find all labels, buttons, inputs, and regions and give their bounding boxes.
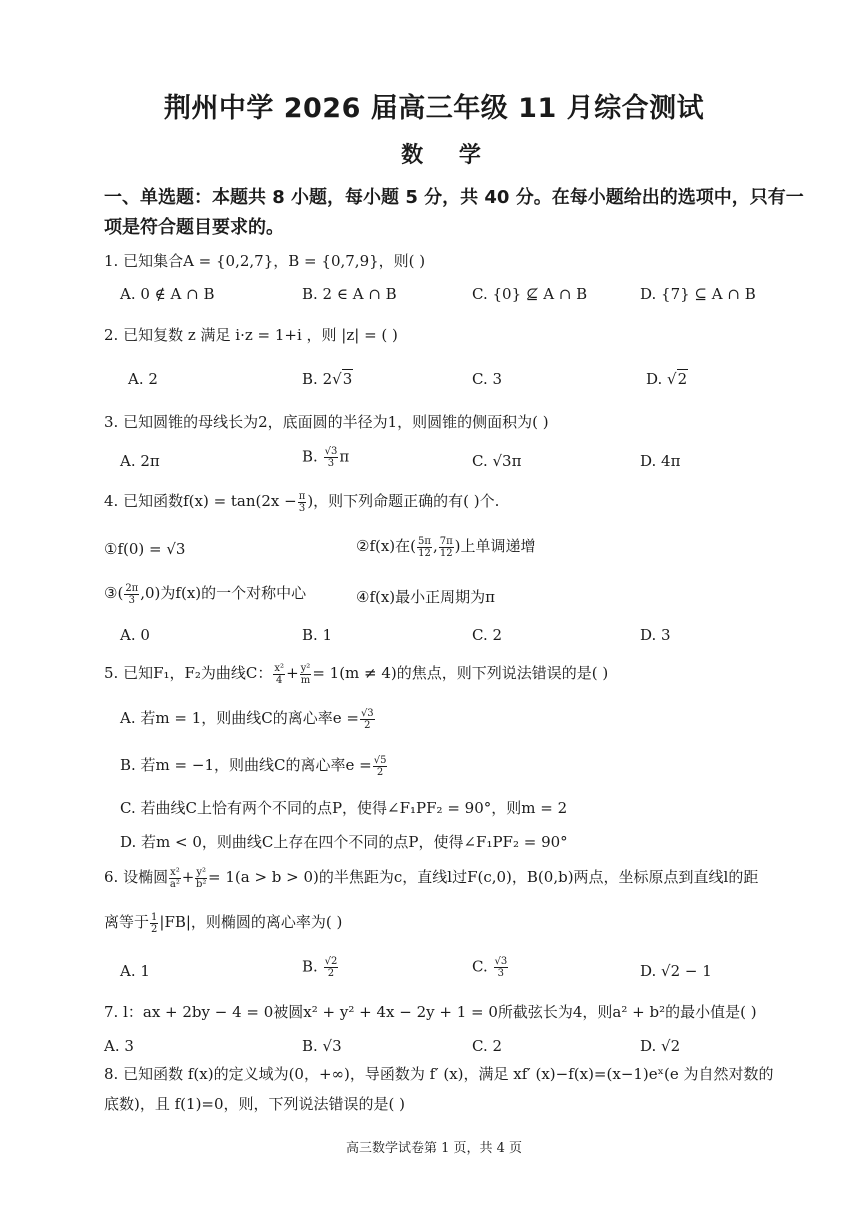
page-footer: 高三数学试卷第 1 页，共 4 页: [345, 1141, 523, 1156]
fraction-numerator: y²: [196, 866, 206, 878]
option-b-label: B.: [302, 447, 318, 466]
prop-prefix: ②f(x)在(: [356, 537, 417, 555]
prop-prefix: ③(: [104, 584, 124, 602]
fraction: [298, 491, 307, 514]
fraction-denominator: m: [300, 674, 311, 686]
stem-suffix: )，则下列命题正确的有( )个.: [307, 492, 500, 510]
stem-suffix: |FB|，则椭圆的离心率为( ): [159, 913, 343, 931]
section-heading-line2: 项是符合题目要求的。: [104, 217, 284, 238]
question-6-option-d: D. √2 − 1: [640, 962, 712, 980]
stem-suffix: = 1(a > b > 0)的半焦距为c，直线l过F(c,0)，B(0,b)两点，坐标原点到直线l的距: [208, 868, 759, 886]
question-4-proposition-4: ④f(x)最小正周期为π: [356, 588, 496, 606]
fraction-denominator: 4: [276, 674, 283, 686]
fraction-denominator: b²: [195, 878, 207, 890]
question-4-option-c: C. 2: [472, 626, 503, 644]
sqrt-sign-icon: √: [667, 370, 677, 388]
fraction-numerator: π: [298, 490, 306, 502]
stem-prefix: 4. 已知函数f(x) = tan(2x −: [104, 492, 297, 510]
fraction-denominator: 12: [418, 547, 431, 559]
option-d-label: D.: [646, 370, 663, 388]
fraction: [124, 583, 139, 606]
plus-sign: +: [181, 868, 195, 886]
fraction-numerator: x²: [274, 662, 285, 674]
question-6-option-b: [302, 956, 339, 979]
fraction-numerator: √3: [324, 446, 338, 457]
prop-suffix: ,0)为f(x)的一个对称中心: [140, 584, 307, 602]
option-c-label: C.: [472, 957, 488, 976]
exam-title: 荆州中学 2026 届高三年级 11 月综合测试: [163, 93, 705, 124]
fraction-numerator: x²: [170, 866, 180, 878]
fraction: [373, 755, 388, 778]
option-text: A. 若m = 1，则曲线C的离心率e =: [120, 709, 359, 727]
question-2-option-a: A. 2: [128, 370, 158, 388]
question-4-proposition-3: [104, 582, 306, 606]
option-b-radicand: 3: [342, 370, 353, 388]
question-3-option-c: C. √3π: [472, 452, 522, 470]
stem-suffix: = 1(m ≠ 4)的焦点，则下列说法错误的是( ): [312, 664, 609, 682]
question-1-stem: 1. 已知集合A = {0,2,7}，B = {0,7,9}，则( ): [104, 252, 426, 270]
fraction-denominator: 3: [327, 458, 335, 469]
question-2-option-d: [646, 370, 688, 388]
fraction-denominator: 3: [497, 968, 505, 979]
fraction-denominator: 12: [439, 547, 453, 559]
question-4-proposition-2: [356, 535, 536, 559]
stem-prefix: 5. 已知F₁，F₂为曲线C：: [104, 664, 273, 682]
question-6-stem: [104, 866, 758, 890]
sqrt-sign-icon: √: [332, 370, 342, 388]
fraction-numerator: 1: [151, 911, 158, 923]
fraction: [324, 446, 339, 469]
fraction: [360, 708, 375, 731]
question-1-option-c: C. {0} ⊈ A ∩ B: [472, 285, 588, 303]
question-5-option-c: C. 若曲线C上恰有两个不同的点P，使得∠F₁PF₂ = 90°，则m = 2: [120, 799, 568, 817]
section-heading-line1: 一、单选题：本题共 8 小题，每小题 5 分，共 40 分。在每小题给出的选项中，只有一: [104, 187, 804, 208]
fraction-numerator: 5π: [418, 535, 431, 547]
fraction-numerator: y²: [300, 662, 311, 674]
fraction: [273, 663, 285, 686]
question-4-option-a: A. 0: [120, 626, 150, 644]
fraction: [150, 912, 158, 935]
question-1-option-d: D. {7} ⊆ A ∩ B: [640, 285, 756, 303]
fraction: [439, 536, 454, 559]
question-3-option-a: A. 2π: [120, 452, 160, 470]
question-3-option-d: D. 4π: [640, 452, 681, 470]
question-4-option-d: D. 3: [640, 626, 671, 644]
fraction-denominator: 2: [327, 968, 335, 979]
option-b-tail: π: [339, 447, 350, 466]
fraction: [169, 867, 181, 890]
question-6-option-a: A. 1: [120, 962, 150, 980]
fraction-numerator: 7π: [439, 535, 453, 547]
question-8-stem-line1: 8. 已知函数 f(x)的定义域为(0，+∞)，导函数为 f′ (x)，满足 xf′ (x)−f(x)=(x−1)eˣ(e 为自然对数的: [104, 1065, 774, 1083]
option-b-coef: 2: [322, 370, 333, 388]
fraction-numerator: √3: [360, 707, 374, 719]
question-6-stem-line2: [104, 911, 342, 935]
fraction-denominator: 2: [376, 766, 384, 778]
question-7-option-a: A. 3: [104, 1037, 134, 1055]
option-b-label: B.: [302, 957, 318, 976]
fraction-denominator: 2: [151, 923, 158, 935]
question-3-option-b: [302, 446, 349, 469]
fraction: [494, 956, 509, 979]
question-5-option-d: D. 若m < 0，则曲线C上存在四个不同的点P，使得∠F₁PF₂ = 90°: [120, 833, 568, 851]
question-8-stem-line2: 底数)，且 f(1)=0，则，下列说法错误的是( ): [104, 1095, 406, 1113]
question-5-stem: [104, 662, 608, 686]
option-d-radicand: 2: [677, 370, 688, 388]
question-7-option-b: B. √3: [302, 1037, 342, 1055]
question-5-option-b: [120, 754, 388, 778]
fraction: [324, 956, 339, 979]
fraction: [195, 867, 207, 890]
question-7-option-c: C. 2: [472, 1037, 503, 1055]
question-1-option-b: B. 2 ∈ A ∩ B: [302, 285, 397, 303]
prop-suffix: )上单调递增: [454, 537, 536, 555]
fraction: [300, 663, 312, 686]
fraction-numerator: √2: [324, 956, 338, 967]
question-2-stem: 2. 已知复数 z 满足 i·z = 1+i ，则 |z| = ( ): [104, 326, 398, 344]
question-1-option-a: A. 0 ∉ A ∩ B: [120, 285, 215, 303]
question-6-option-c: [472, 956, 509, 979]
question-3-stem: 3. 已知圆锥的母线长为2，底面圆的半径为1，则圆锥的侧面积为( ): [104, 413, 549, 431]
fraction-denominator: 3: [128, 594, 135, 606]
subject-title: 数 学: [401, 143, 495, 168]
stem-prefix: 6. 设椭圆: [104, 868, 169, 886]
fraction-numerator: √3: [494, 956, 508, 967]
question-2-option-b: [302, 370, 353, 388]
option-text: B. 若m = −1，则曲线C的离心率e =: [120, 756, 372, 774]
question-7-option-d: D. √2: [640, 1037, 681, 1055]
fraction-numerator: √5: [373, 754, 387, 766]
question-4-proposition-1: ①f(0) = √3: [104, 540, 186, 558]
stem-prefix: 离等于: [104, 913, 150, 931]
question-2-option-c: C. 3: [472, 370, 503, 388]
question-7-stem: 7. l：ax + 2by − 4 = 0被圆x² + y² + 4x − 2y + 1 = 0所截弦长为4，则a² + b²的最小值是( ): [104, 1003, 757, 1021]
prop-separator: ,: [432, 537, 438, 555]
option-b-label: B.: [302, 370, 318, 388]
fraction-denominator: 3: [298, 502, 306, 514]
question-4-stem: [104, 490, 499, 514]
fraction-denominator: a²: [169, 878, 180, 890]
fraction-numerator: 2π: [125, 582, 139, 594]
fraction-denominator: 2: [364, 719, 371, 731]
question-5-option-a: [120, 707, 376, 731]
fraction: [417, 536, 432, 559]
plus-sign: +: [286, 664, 299, 682]
question-4-option-b: B. 1: [302, 626, 333, 644]
